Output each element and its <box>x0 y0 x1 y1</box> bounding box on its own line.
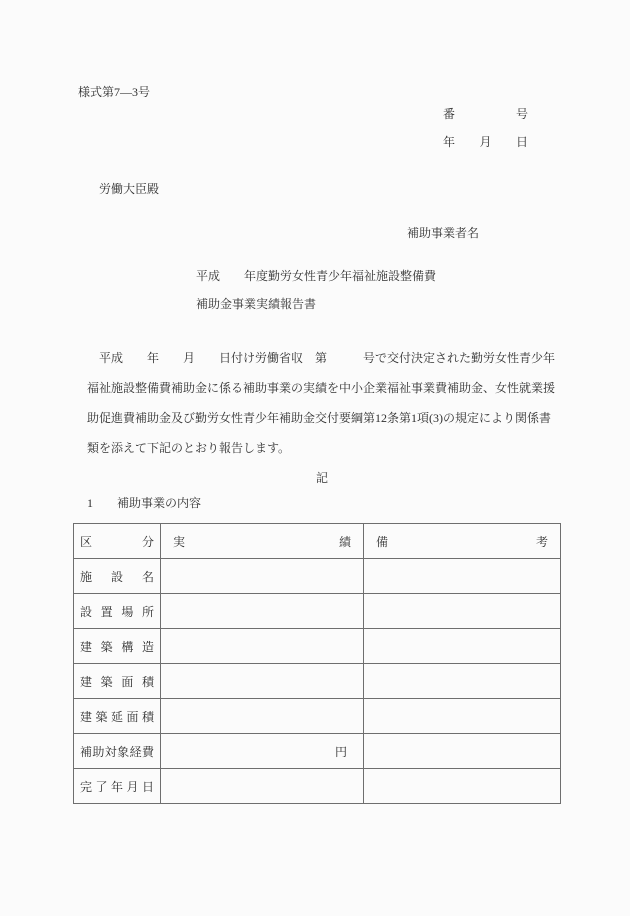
body-line: 助促進費補助金及び勤労女性青少年補助金交付要綱第12条第1項(3)の規定により関係書 <box>87 411 551 425</box>
table-row <box>74 699 561 734</box>
doc-number-line: 番 号 <box>443 107 528 121</box>
title-line-1: 平成 年度勤労女性青少年福祉施設整備費 <box>196 269 437 283</box>
applicant-name-label: 補助事業者名 <box>407 226 480 240</box>
body-paragraph <box>87 343 557 493</box>
form-number: 様式第7—3号 <box>78 85 151 99</box>
row-label-total-floor-area: 建 築 延 面 積 <box>80 709 154 724</box>
ki-marker: 記 <box>315 471 328 485</box>
row-note <box>364 629 561 664</box>
row-label-subsidized-expenses: 補 助 対 象 経 費 <box>80 744 154 759</box>
table-row <box>74 734 561 769</box>
date-line: 年 月 日 <box>443 135 528 149</box>
body-line: 福祉施設整備費補助金に係る補助事業の実績を中小企業福祉事業費補助金、女性就業援 <box>87 381 556 395</box>
row-value <box>161 664 364 699</box>
body-line: 類を添えて下記のとおり報告します。 <box>87 441 291 455</box>
row-label-building-area: 建 築 面 積 <box>80 674 154 689</box>
section-1-heading: 1 補助事業の内容 <box>87 496 202 510</box>
document-title <box>196 262 436 318</box>
row-value <box>161 629 364 664</box>
header-results: 実 績 <box>161 524 364 559</box>
row-note <box>364 559 561 594</box>
row-note <box>364 594 561 629</box>
row-label-location: 設 置 場 所 <box>80 604 154 619</box>
subsidy-details-table <box>73 523 561 804</box>
row-note <box>364 699 561 734</box>
table-row <box>74 769 561 804</box>
table-row <box>74 629 561 664</box>
row-label-facility-name: 施 設 名 <box>80 569 154 584</box>
header-remarks: 備 考 <box>364 524 561 559</box>
addressee: 労働大臣殿 <box>99 182 160 196</box>
title-line-2: 補助金事業実績報告書 <box>196 297 317 311</box>
row-value <box>161 699 364 734</box>
row-label-completion-date: 完 了 年 月 日 <box>80 779 154 794</box>
row-value <box>161 769 364 804</box>
body-line: 平成 年 月 日付け労働省収 第 号で交付決定された勤労女性青少年 <box>99 351 556 365</box>
row-label-structure: 建 築 構 造 <box>80 639 154 654</box>
row-note <box>364 769 561 804</box>
doc-number-date-block <box>443 100 528 156</box>
table-header-row <box>74 524 561 559</box>
table-row <box>74 594 561 629</box>
row-value <box>161 594 364 629</box>
header-category: 区 分 <box>74 524 161 559</box>
row-note <box>364 664 561 699</box>
table-row <box>74 559 561 594</box>
row-value-yen: 円 <box>161 734 364 769</box>
row-value <box>161 559 364 594</box>
table-row <box>74 664 561 699</box>
row-note <box>364 734 561 769</box>
